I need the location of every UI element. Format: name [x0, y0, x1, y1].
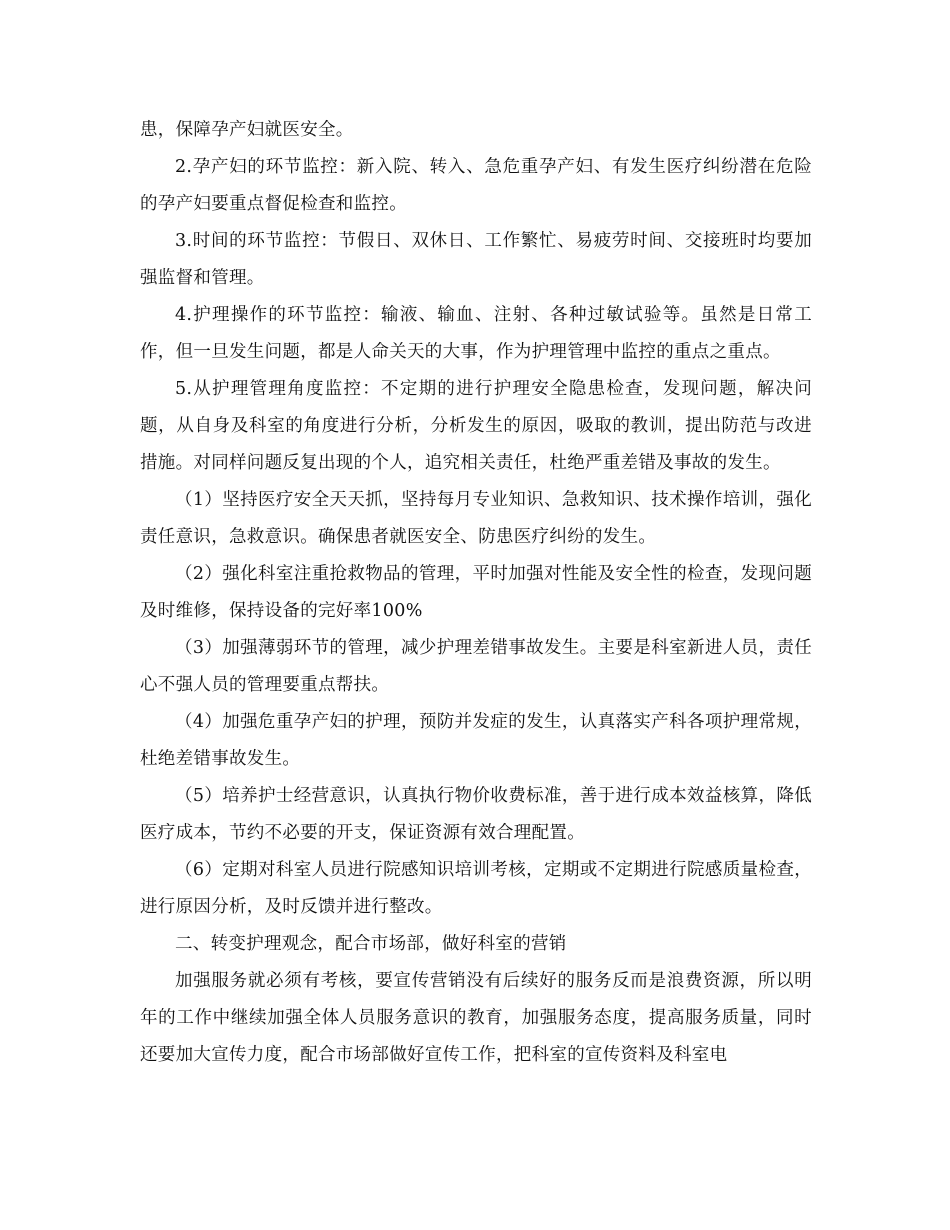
paragraph-subitem-1: （1）坚持医疗安全天天抓，坚持每月专业知识、急救知识、技术操作培训，强化责任意识，急救意识。确保患者就医安全、防患医疗纠纷的发生。: [140, 490, 812, 547]
document-body: [140, 112, 812, 1074]
paragraph-item-5: 5.从护理管理角度监控：不定期的进行护理安全隐患检查，发现问题，解决问题，从自身及科室的角度进行分析，分析发生的原因，吸取的教训，提出防范与改进措施。对同样问题反复出现的个人，追究相关责任，杜绝严重差错及事故的发生。: [140, 379, 812, 473]
paragraph-item-3: 3.时间的环节监控：节假日、双休日、工作繁忙、易疲劳时间、交接班时均要加强监督和管理。: [140, 231, 812, 288]
paragraph-section-body: 加强服务就必须有考核，要宣传营销没有后续好的服务反而是浪费资源，所以明年的工作中继续加强全体人员服务意识的教育，加强服务态度，提高服务质量，同时还要加大宣传力度，配合市场部做好宣传工作，把科室的宣传资料及科室电: [140, 971, 812, 1065]
paragraph-subitem-6: （6）定期对科室人员进行院感知识培训考核，定期或不定期进行院感质量检查，进行原因分析，及时反馈并进行整改。: [140, 860, 812, 917]
paragraph-item-2: 2.孕产妇的环节监控：新入院、转入、急危重孕产妇、有发生医疗纠纷潜在危险的孕产妇要重点督促检查和监控。: [140, 157, 812, 214]
paragraph-subitem-2: （2）强化科室注重抢救物品的管理，平时加强对性能及安全性的检查，发现问题及时维修，保持设备的完好率100%: [140, 564, 812, 621]
paragraph-item-4: 4.护理操作的环节监控：输液、输血、注射、各种过敏试验等。虽然是日常工作，但一旦发生问题，都是人命关天的大事，作为护理管理中监控的重点之重点。: [140, 305, 812, 362]
paragraph-subitem-3: （3）加强薄弱环节的管理，减少护理差错事故发生。主要是科室新进人员，责任心不强人员的管理要重点帮扶。: [140, 638, 812, 695]
paragraph-subitem-4: （4）加强危重孕产妇的护理，预防并发症的发生，认真落实产科各项护理常规，杜绝差错事故发生。: [140, 712, 812, 769]
section-heading: 二、转变护理观念，配合市场部，做好科室的营销: [175, 934, 567, 954]
paragraph-continuation: 患，保障孕产妇就医安全。: [140, 120, 354, 140]
paragraph-subitem-5: （5）培养护士经营意识，认真执行物价收费标准，善于进行成本效益核算，降低医疗成本，节约不必要的开支，保证资源有效合理配置。: [140, 786, 812, 843]
